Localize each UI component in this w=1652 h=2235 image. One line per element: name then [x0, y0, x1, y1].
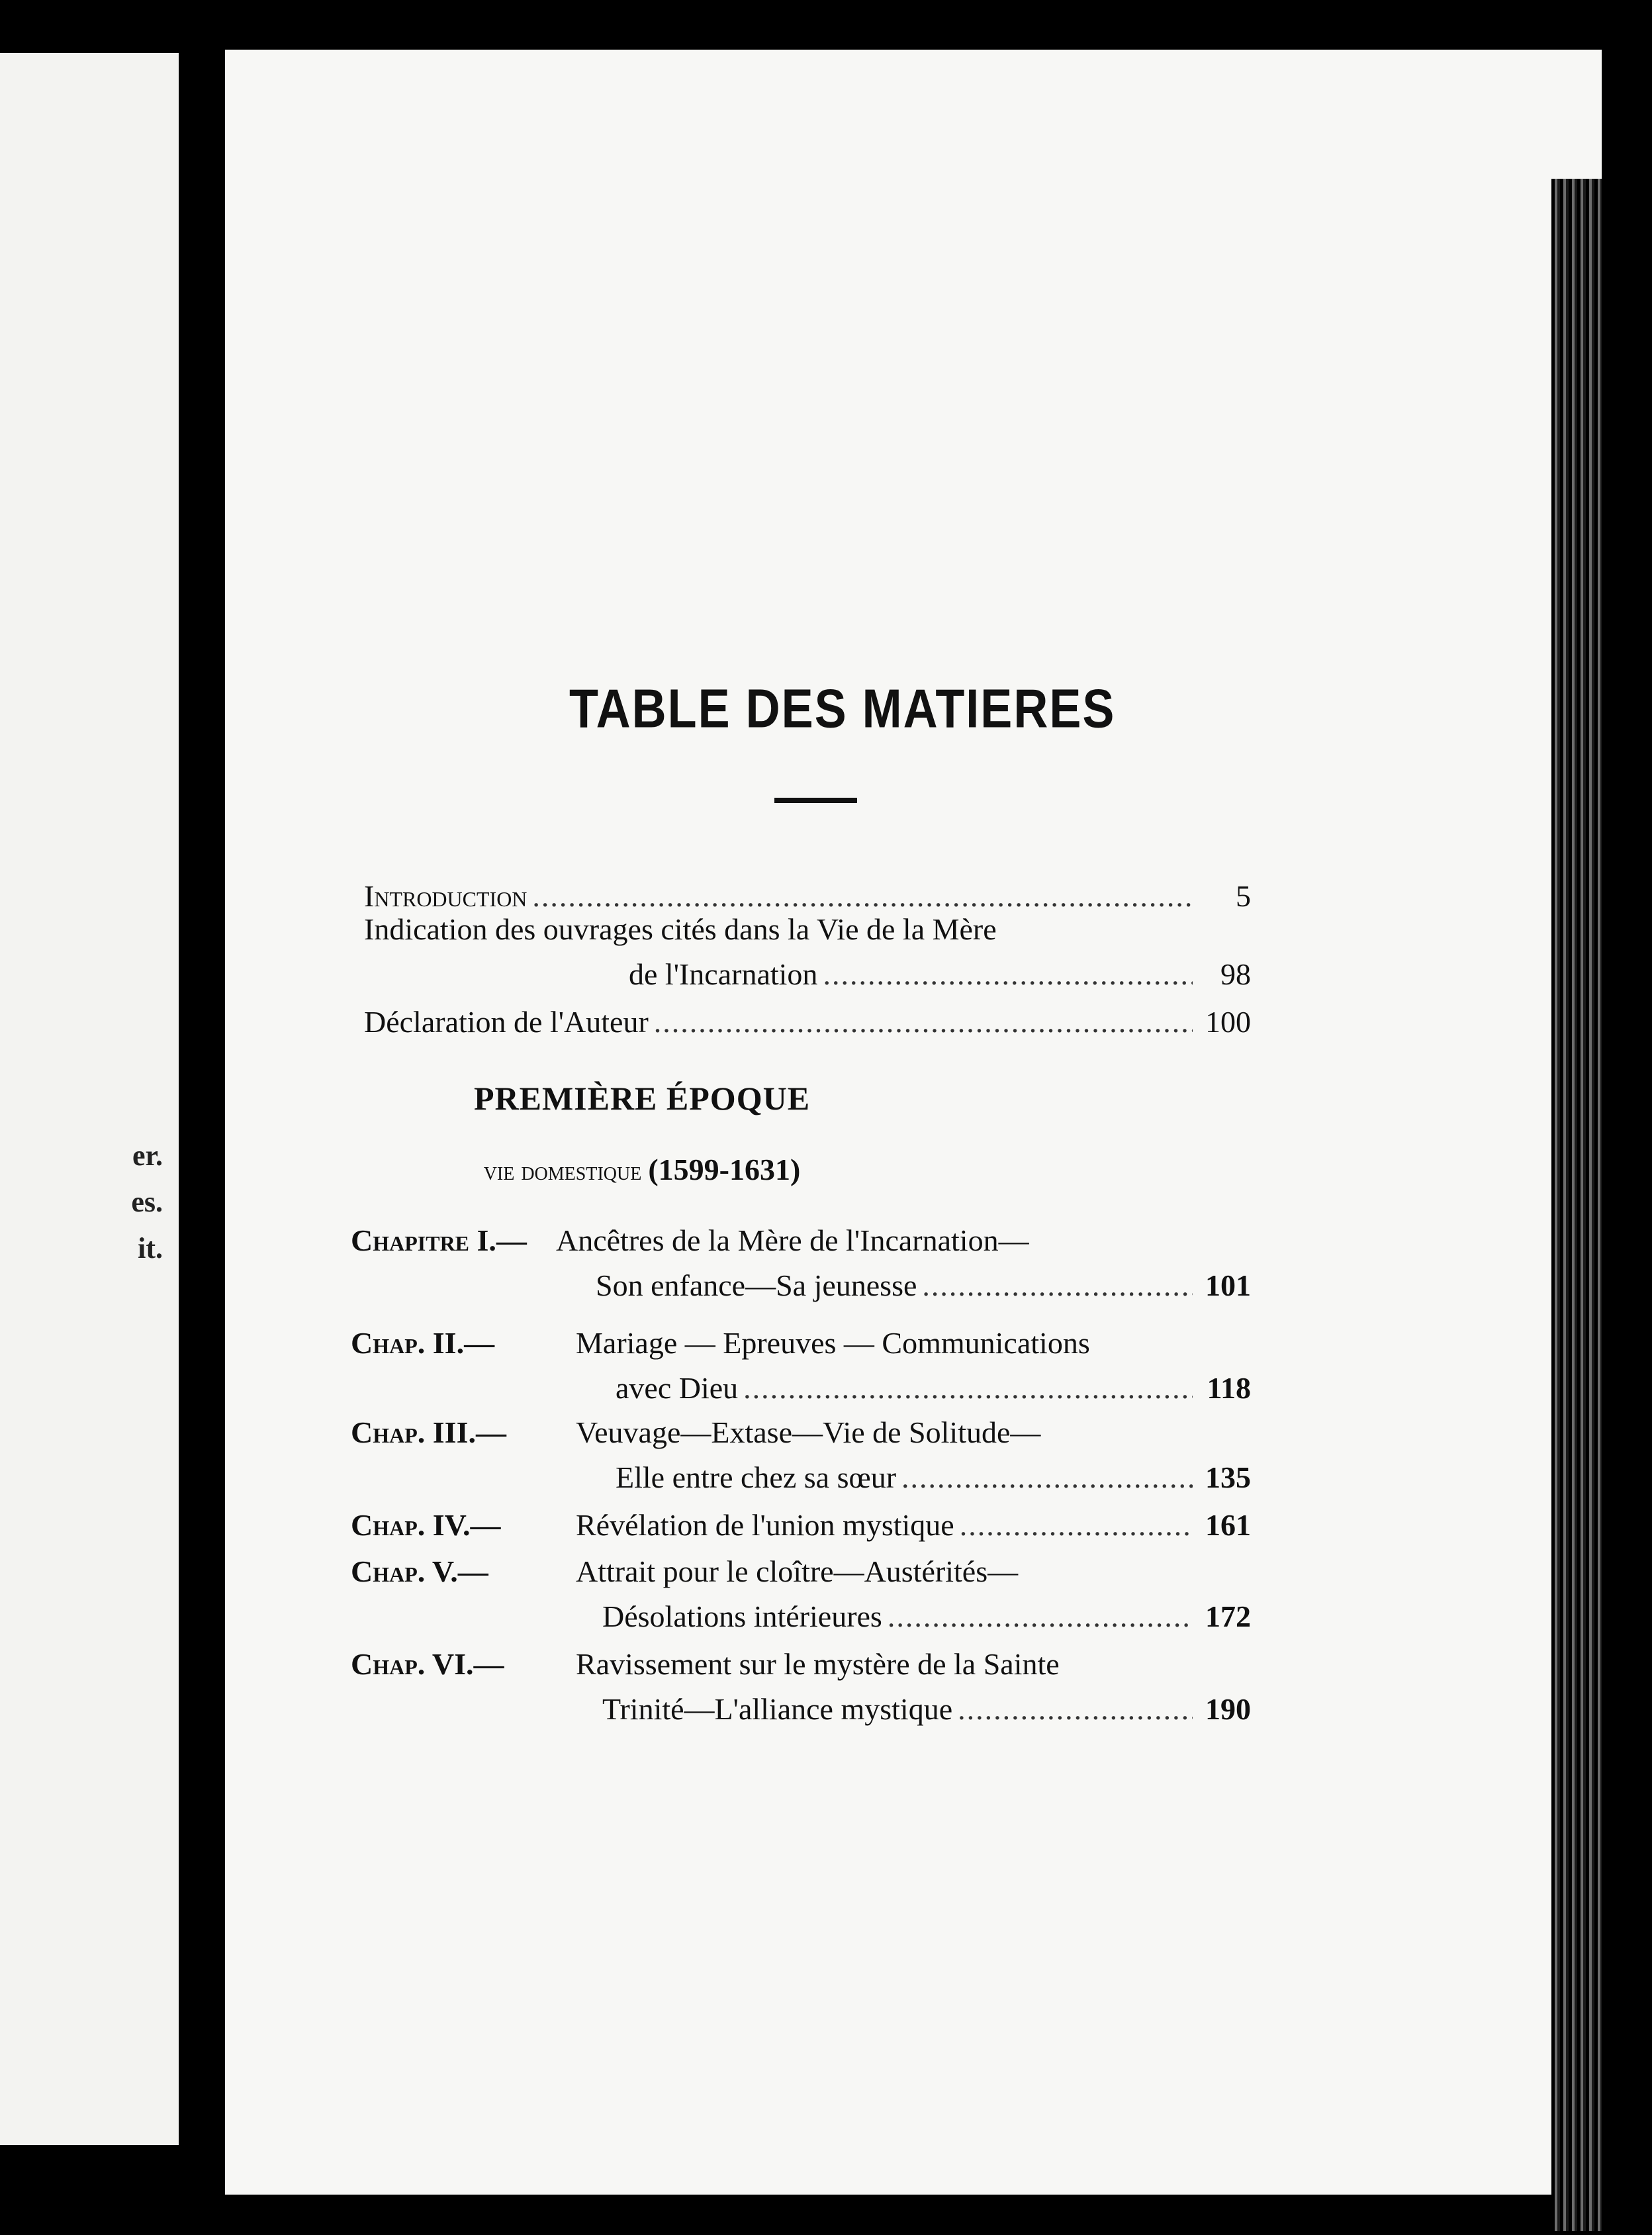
page-edges	[1551, 179, 1602, 2231]
chapter-title-continued: Elle entre chez sa sœur	[616, 1460, 897, 1494]
chapter-label: Chap. V.—	[351, 1554, 488, 1588]
previous-page-fragment: it.	[138, 1232, 163, 1264]
dot-leader	[654, 1000, 1193, 1045]
epoch-subtitle-label: vie domestique	[483, 1156, 642, 1186]
dot-leader	[960, 1503, 1193, 1548]
title-rule	[774, 798, 857, 803]
toc-entry-indication[interactable]	[364, 907, 1251, 997]
toc-entry-title: Introduction	[364, 879, 528, 913]
dot-leader	[922, 1263, 1193, 1308]
chapter-title-continued: Trinité—L'alliance mystique	[602, 1692, 953, 1726]
chapter-title: Ravissement sur le mystère de la Sainte	[576, 1647, 1060, 1681]
toc-entry-title: Indication des ouvrages cités dans la Vie de la Mère	[364, 912, 997, 946]
epoch-subtitle-years: (1599-1631)	[648, 1153, 801, 1186]
toc-page-number: 118	[1207, 1371, 1251, 1405]
chapter-label: Chap. IV.—	[351, 1508, 501, 1542]
toc-entry-title: Déclaration de l'Auteur	[364, 1005, 649, 1039]
toc-page-number: 135	[1205, 1460, 1251, 1494]
book-page	[225, 50, 1602, 2195]
book-gutter	[179, 40, 225, 2158]
chapter-label: Chapitre I.—	[351, 1223, 527, 1257]
toc-page-number: 190	[1205, 1692, 1251, 1726]
toc-page-number: 5	[1236, 879, 1251, 913]
chapter-title: Veuvage—Extase—Vie de Solitude—	[576, 1415, 1041, 1449]
toc-page-number: 101	[1205, 1268, 1251, 1302]
dot-leader	[958, 1687, 1193, 1732]
toc-page-number: 98	[1220, 957, 1251, 991]
chapter-label: Chap. III.—	[351, 1415, 506, 1449]
toc-entry-declaration[interactable]	[364, 1000, 1251, 1045]
previous-page-fragment: er.	[132, 1139, 163, 1172]
chapter-title-continued: avec Dieu	[616, 1371, 739, 1405]
chapter-title-continued: Son enfance—Sa jeunesse	[596, 1268, 917, 1302]
dot-leader	[743, 1366, 1193, 1411]
dot-leader	[888, 1594, 1193, 1639]
previous-page-fragment: es.	[131, 1186, 163, 1218]
chapter-title: Attrait pour le cloître—Austérités—	[576, 1554, 1019, 1588]
chapter-label: Chap. VI.—	[351, 1647, 504, 1681]
toc-page-number: 172	[1205, 1599, 1251, 1633]
page-title: TABLE DES MATIERES	[569, 679, 1116, 739]
toc-page-number: 161	[1205, 1508, 1251, 1542]
chapter-label: Chap. II.—	[351, 1326, 495, 1360]
chapter-title: Révélation de l'union mystique	[576, 1508, 954, 1542]
chapter-title-continued: Désolations intérieures	[602, 1599, 882, 1633]
epoch-subtitle	[265, 1152, 1019, 1187]
dot-leader	[901, 1455, 1193, 1500]
previous-page-strip	[0, 53, 179, 2145]
chapter-title: Ancêtres de la Mère de l'Incarnation—	[556, 1223, 1029, 1257]
chapter-title: Mariage — Epreuves — Communications	[576, 1326, 1090, 1360]
toc-page-number: 100	[1205, 1005, 1251, 1039]
toc-entry-title-continued: de l'Incarnation	[629, 957, 818, 991]
epoch-title: PREMIÈRE ÉPOQUE	[473, 1080, 811, 1117]
dot-leader	[823, 952, 1193, 997]
